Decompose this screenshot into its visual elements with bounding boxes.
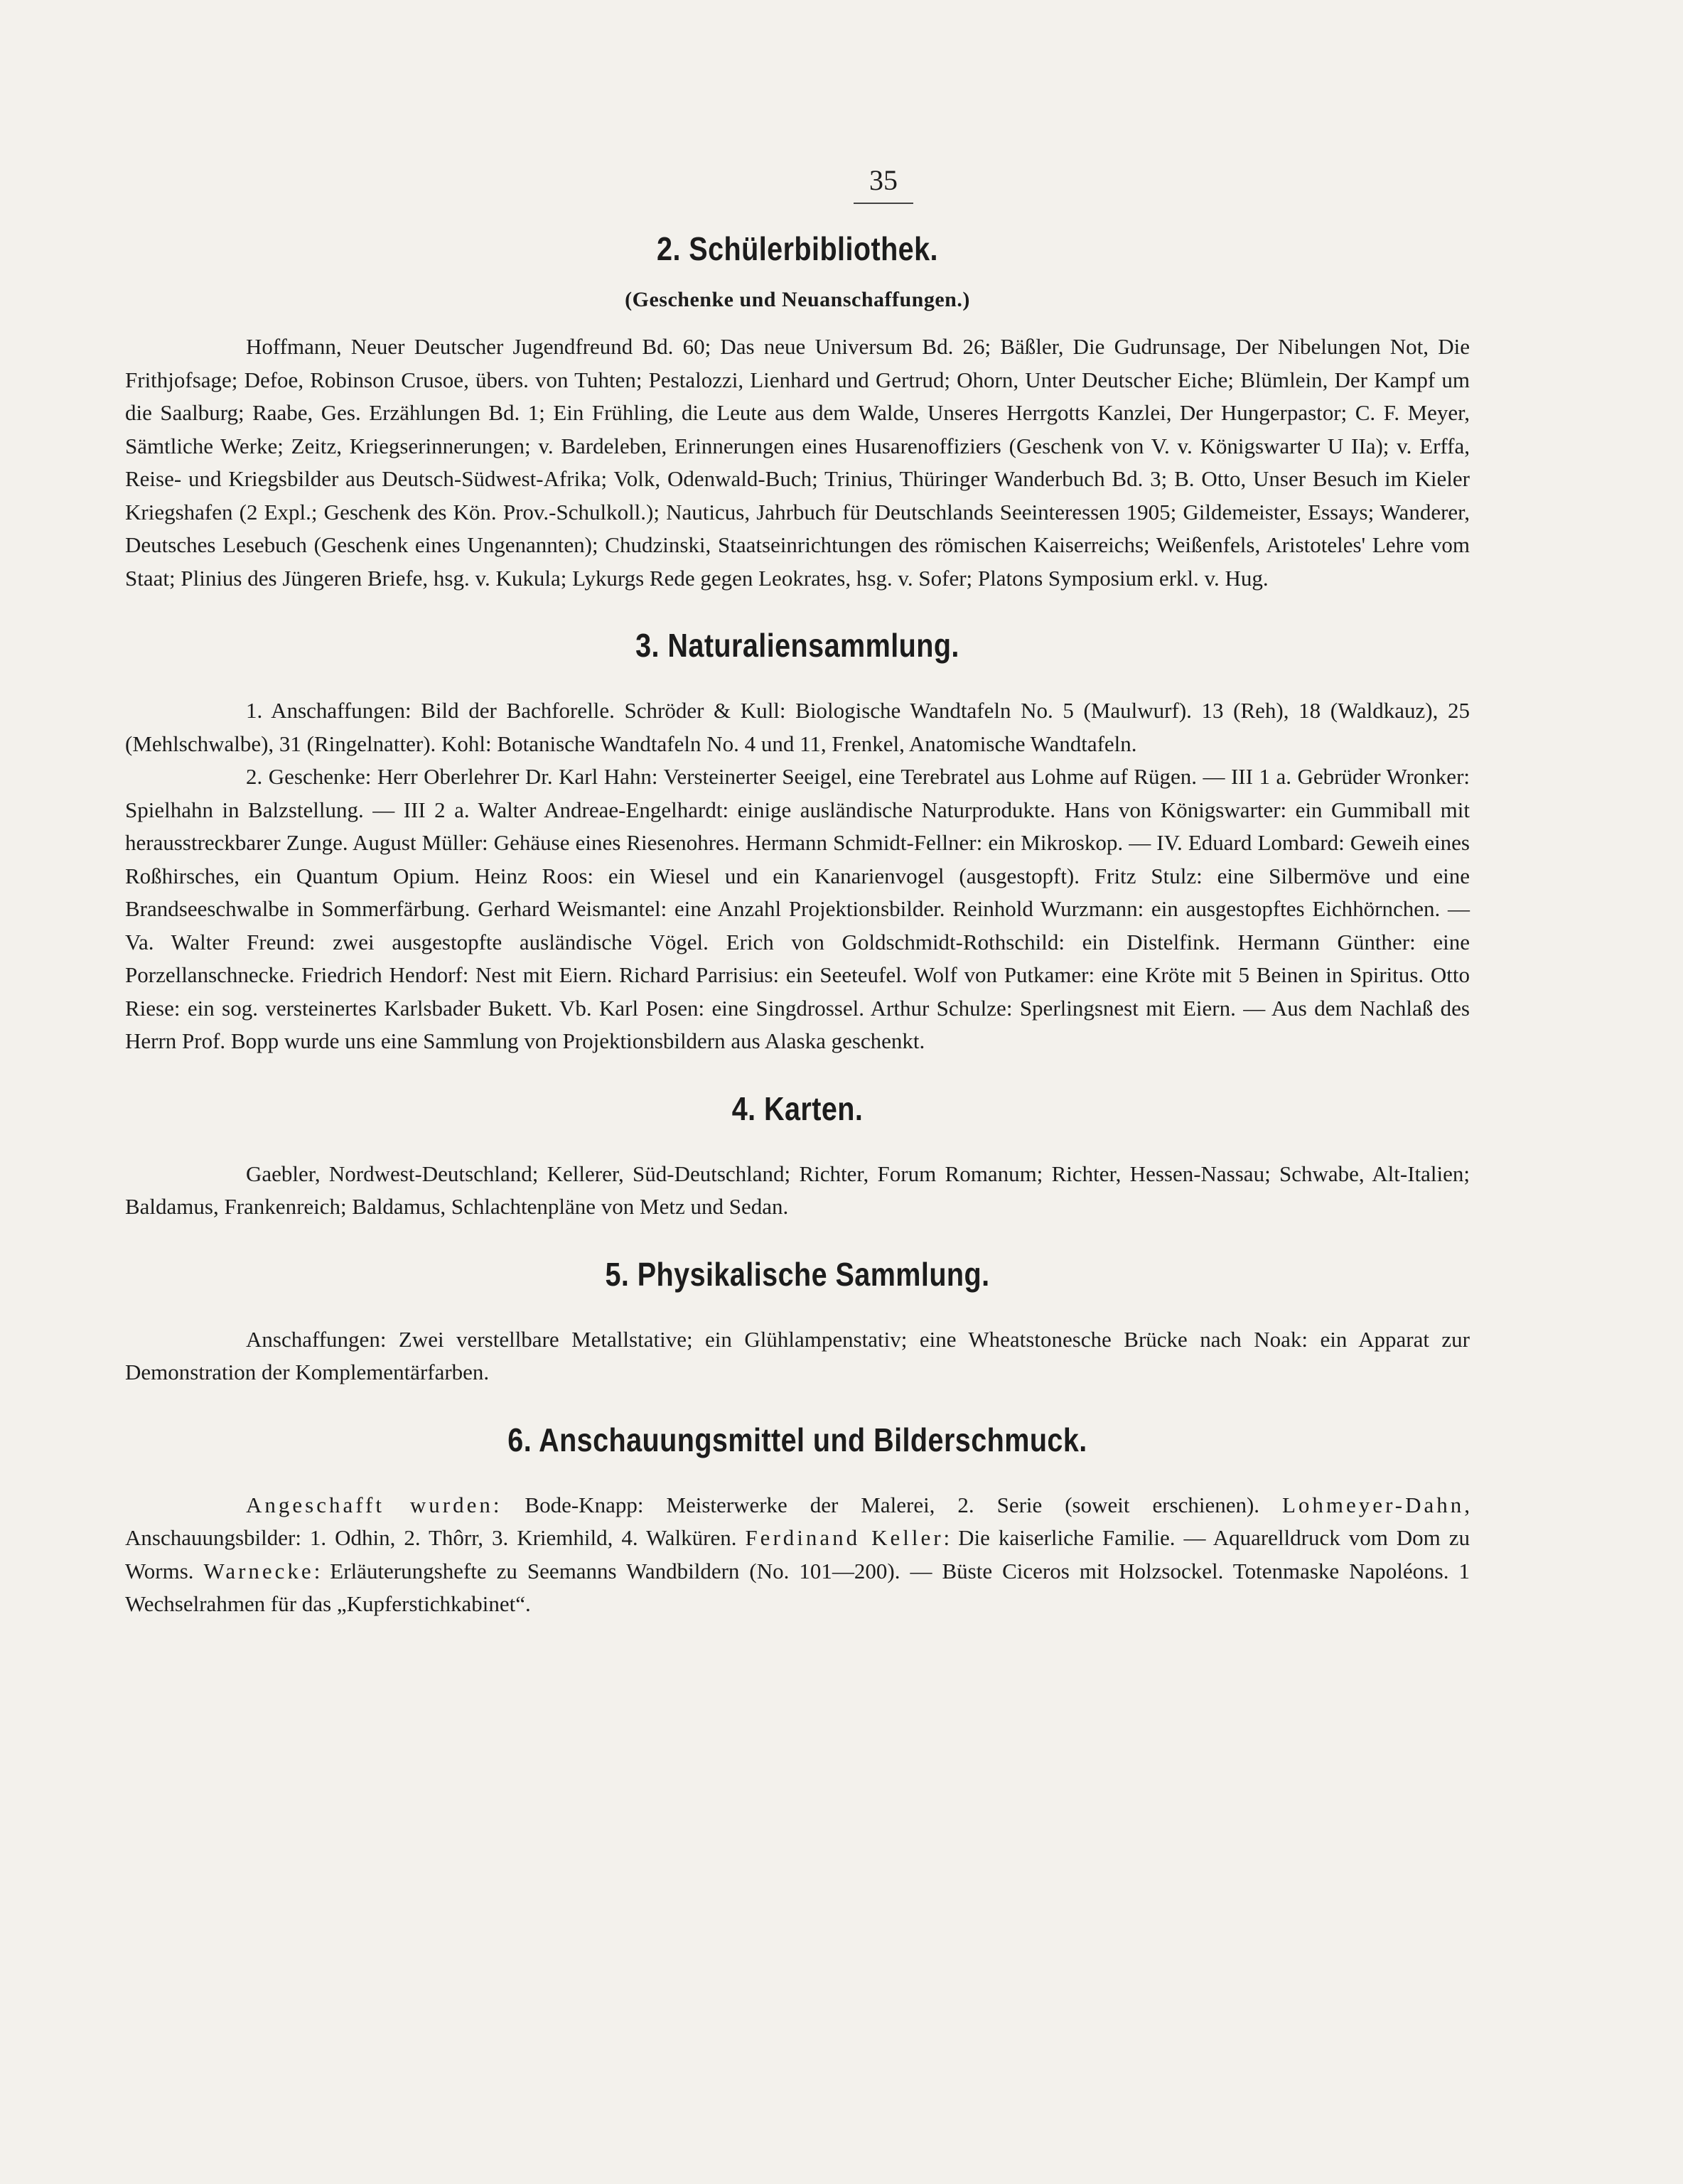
section-anschauungsmittel <box>125 1421 1470 1621</box>
text-part: Bode-Knapp: Meisterwerke der Malerei, 2. Serie (soweit erschienen). <box>502 1492 1282 1517</box>
section-title: 6. Anschauungsmittel und Bilderschmuck. <box>507 1421 1087 1458</box>
section-text: Hoffmann, Neuer Deutscher Jugendfreund Bd. 60; Das neue Universum Bd. 26; Bäßler, Die Gudrunsage, Der Nibelungen Not, Die Frithjofsage; Defoe, Robinson Crusoe, übers. von Tuhten; Pestalozzi, Lienhard und Gertrud; Ohorn, Unter Deutscher Eiche; Blümlein, Der Kampf um die Saalburg; Raabe, Ges. Erzählungen Bd. 1; Ein Frühling, die Leute aus dem Walde, Unseres Herrgotts Kanzlei, Der Hungerpastor; C. F. Meyer, Sämtliche Werke; Zeitz, Kriegserinnerungen; v. Bardeleben, Erinnerungen eines Husarenoffiziers (Geschenk von V. v. Königswarter U IIa); v. Erffa, Reise- und Kriegsbilder aus Deutsch-Südwest-Afrika; Volk, Odenwald-Buch; Trinius, Thüringer Wanderbuch Bd. 3; B. Otto, Unser Besuch im Kieler Kriegshafen (2 Expl.; Geschenk des Kön. Prov.-Schulkoll.); Nauticus, Jahrbuch für Deutschlands Seeinteressen 1905; Gildemeister, Essays; Wanderer, Deutsches Lesebuch (Geschenk eines Ungenannten); Chudzinski, Staatseinrichtungen des römischen Kaiserreichs; Weißenfels, Aristoteles' Lehre vom Staat; Plinius des Jüngeren Briefe, hsg. v. Kukula; Lykurgs Rede gegen Leokrates, hsg. v. Sofer; Platons Symposium erkl. v. Hug. <box>125 334 1470 591</box>
section-title: 4. Karten. <box>731 1090 864 1127</box>
section-schuelerbibliothek <box>125 230 1470 595</box>
author-name: Warnecke <box>203 1558 314 1583</box>
paragraph-geschenke: 2. Geschenke: Herr Oberlehrer Dr. Karl Hahn: Versteinerter Seeigel, eine Terebratel aus Lohme auf Rügen. — III 1 a. Gebrüder Wronker: Spielhahn in Balzstellung. — III 2 a. Walter Andreae-Engelhardt: einige ausländische Naturprodukte. Hans von Königswarter: ein Gummiball mit herausstreckbarer Zunge. August Müller: Gehäuse eines Riesenohres. Hermann Schmidt-Fellner: ein Mikroskop. — IV. Eduard Lombard: Geweih eines Roßhirsches, ein Quantum Opium. Heinz Roos: ein Wiesel und ein Kanarienvogel (ausgestopft). Fritz Stulz: eine Silbermöve und eine Brandseeschwalbe in Sommerfärbung. Gerhard Weismantel: eine Anzahl Projektionsbilder. Reinhold Wurzmann: ein ausgestopftes Eichhörnchen. — Va. Walter Freund: zwei ausgestopfte ausländische Vögel. Erich von Goldschmidt-Rothschild: ein Distelfink. Hermann Günther: eine Porzellanschnecke. Friedrich Hendorf: Nest mit Eiern. Richard Parrisius: ein Seeteufel. Wolf von Putkamer: eine Kröte mit 5 Beinen in Spiritus. Otto Riese: ein sog. versteinertes Karlsbader Bukett. Vb. Karl Posen: eine Singdrossel. Arthur Schulze: Sperlingsnest mit Eiern. — Aus dem Nachlaß des Herrn Prof. Bopp wurde uns eine Sammlung von Projektionsbildern aus Alaska geschenkt. <box>125 764 1470 1053</box>
paragraph-anschaffungen: 1. Anschaffungen: Bild der Bachforelle. Schröder & Kull: Biologische Wandtafeln No. 5 (Maulwurf). 13 (Reh), 18 (Waldkauz), 25 (Mehlschwalbe), 31 (Ringelnatter). Kohl: Botanische Wandtafeln No. 4 und 11, Frenkel, Anatomische Wandtafeln. <box>125 698 1470 756</box>
section-physikalische-sammlung <box>125 1255 1470 1389</box>
section-title: 3. Naturaliensammlung. <box>635 627 959 664</box>
section-text <box>125 1489 1470 1621</box>
text-part: : Die kaiserliche Familie. — Aquarelldruck vom Dom zu Worms. <box>125 1525 1470 1583</box>
section-naturaliensammlung <box>125 626 1470 1058</box>
text-part: : Erläuterungshefte zu Seemanns Wandbildern (No. 101—200). — Büste Ciceros mit Holzsockel. Totenmaske Napoléons. 1 Wechselrahmen für das „Kupferstichkabinet“. <box>125 1558 1470 1616</box>
section-title: 2. Schülerbibliothek. <box>657 230 938 267</box>
section-title: 5. Physikalische Sammlung. <box>605 1255 990 1293</box>
section-subtitle: (Geschenke und Neuanschaffungen.) <box>625 288 970 311</box>
text-part: , Anschauungsbilder: 1. Odhin, 2. Thôrr, 3. Kriemhild, 4. Walküren. <box>125 1492 1470 1550</box>
section-text: Gaebler, Nordwest-Deutschland; Kellerer, Süd-Deutschland; Richter, Forum Romanum; Richter, Hessen-Nassau; Schwabe, Alt-Italien; Baldamus, Frankenreich; Baldamus, Schlachtenpläne von Metz und Sedan. <box>125 1161 1470 1219</box>
author-name: Lohmeyer-Dahn <box>1282 1492 1465 1517</box>
author-name: Ferdinand Keller <box>745 1525 944 1550</box>
section-karten <box>125 1090 1470 1224</box>
lead-label: Angeschafft wurden: <box>246 1492 502 1517</box>
page-number: 35 <box>854 163 913 204</box>
section-text: Anschaffungen: Zwei verstellbare Metallstative; ein Glühlampenstativ; eine Wheatstonesche Brücke nach Noak: ein Apparat zur Demonstration der Komplementärfarben. <box>125 1326 1470 1384</box>
